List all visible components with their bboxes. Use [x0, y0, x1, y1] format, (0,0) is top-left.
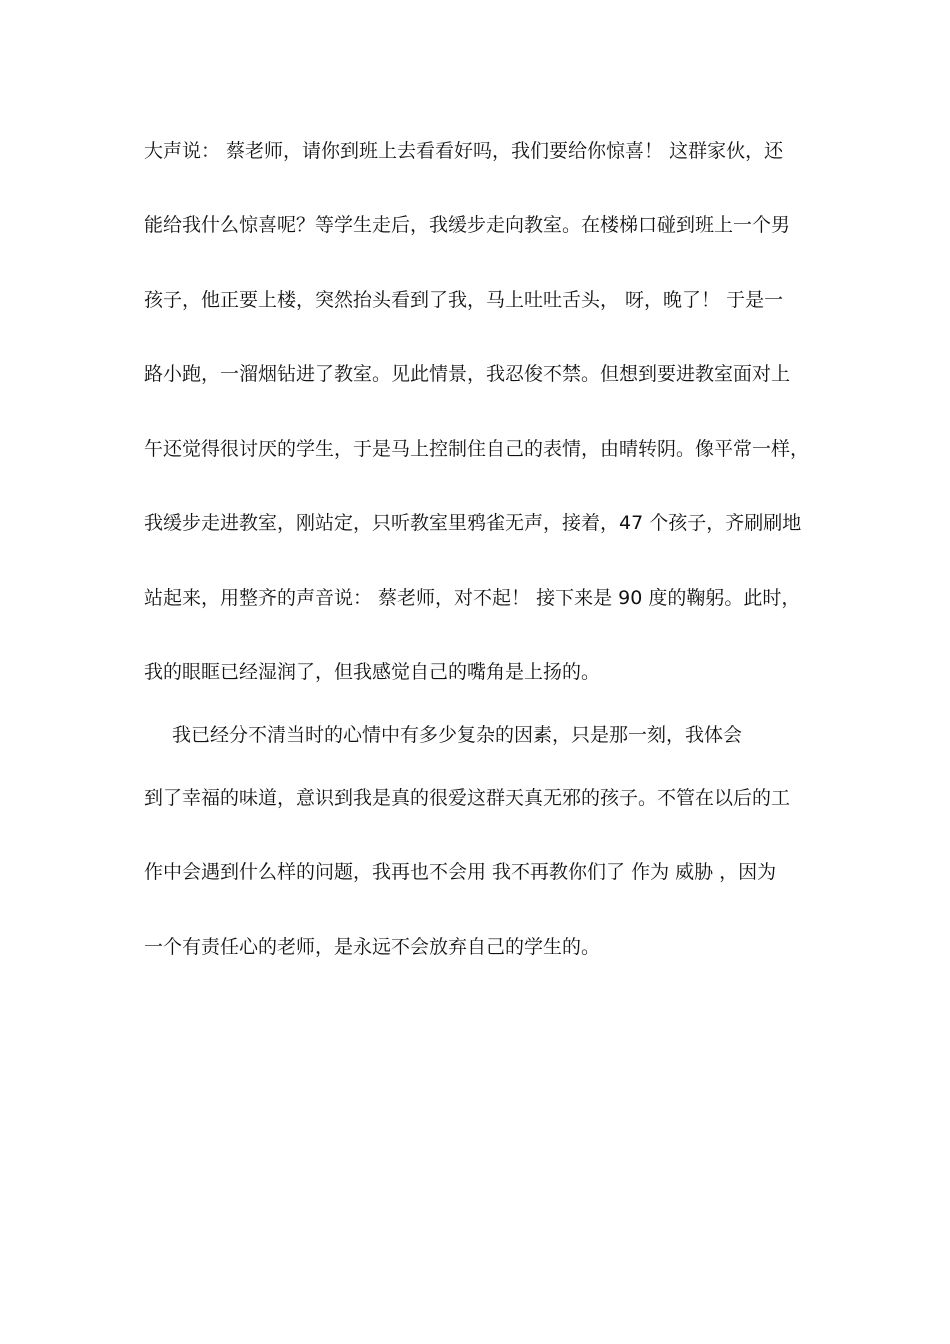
text-line: 我的眼眶已经湿润了，但我感觉自己的嘴角是上扬的。 [144, 661, 601, 683]
paragraph-first-line: 我已经分不清当时的心情中有多少复杂的因素，只是那一刻，我体会 [172, 724, 743, 746]
text-line: 站起来，用整齐的声音说： 蔡老师，对不起！ 接下来是 90 度的鞠躬。此时， [144, 587, 801, 609]
text-line: 到了幸福的味道，意识到我是真的很爱这群天真无邪的孩子。不管在以后的工 [144, 787, 791, 809]
text-line: 午还觉得很讨厌的学生，于是马上控制住自己的表情，由晴转阴。像平常一样， [144, 438, 810, 460]
text-line: 我缓步走进教室，刚站定，只听教室里鸦雀无声，接着，47 个孩子，齐刷刷地 [144, 512, 802, 534]
text-line: 一个有责任心的老师，是永远不会放弃自己的学生的。 [144, 936, 601, 958]
text-line: 路小跑，一溜烟钻进了教室。见此情景，我忍俊不禁。但想到要进教室面对上 [144, 363, 791, 385]
text-line: 大声说： 蔡老师，请你到班上去看看好吗，我们要给你惊喜！ 这群家伙，还 [144, 140, 784, 162]
text-line: 能给我什么惊喜呢？等学生走后，我缓步走向教室。在楼梯口碰到班上一个男 [144, 214, 791, 236]
text-line: 作中会遇到什么样的问题，我再也不会用 我不再教你们了 作为 威胁 ，因为 [144, 861, 777, 883]
text-line: 孩子，他正要上楼，突然抬头看到了我，马上吐吐舌头， 呀，晚了！ 于是一 [144, 289, 784, 311]
